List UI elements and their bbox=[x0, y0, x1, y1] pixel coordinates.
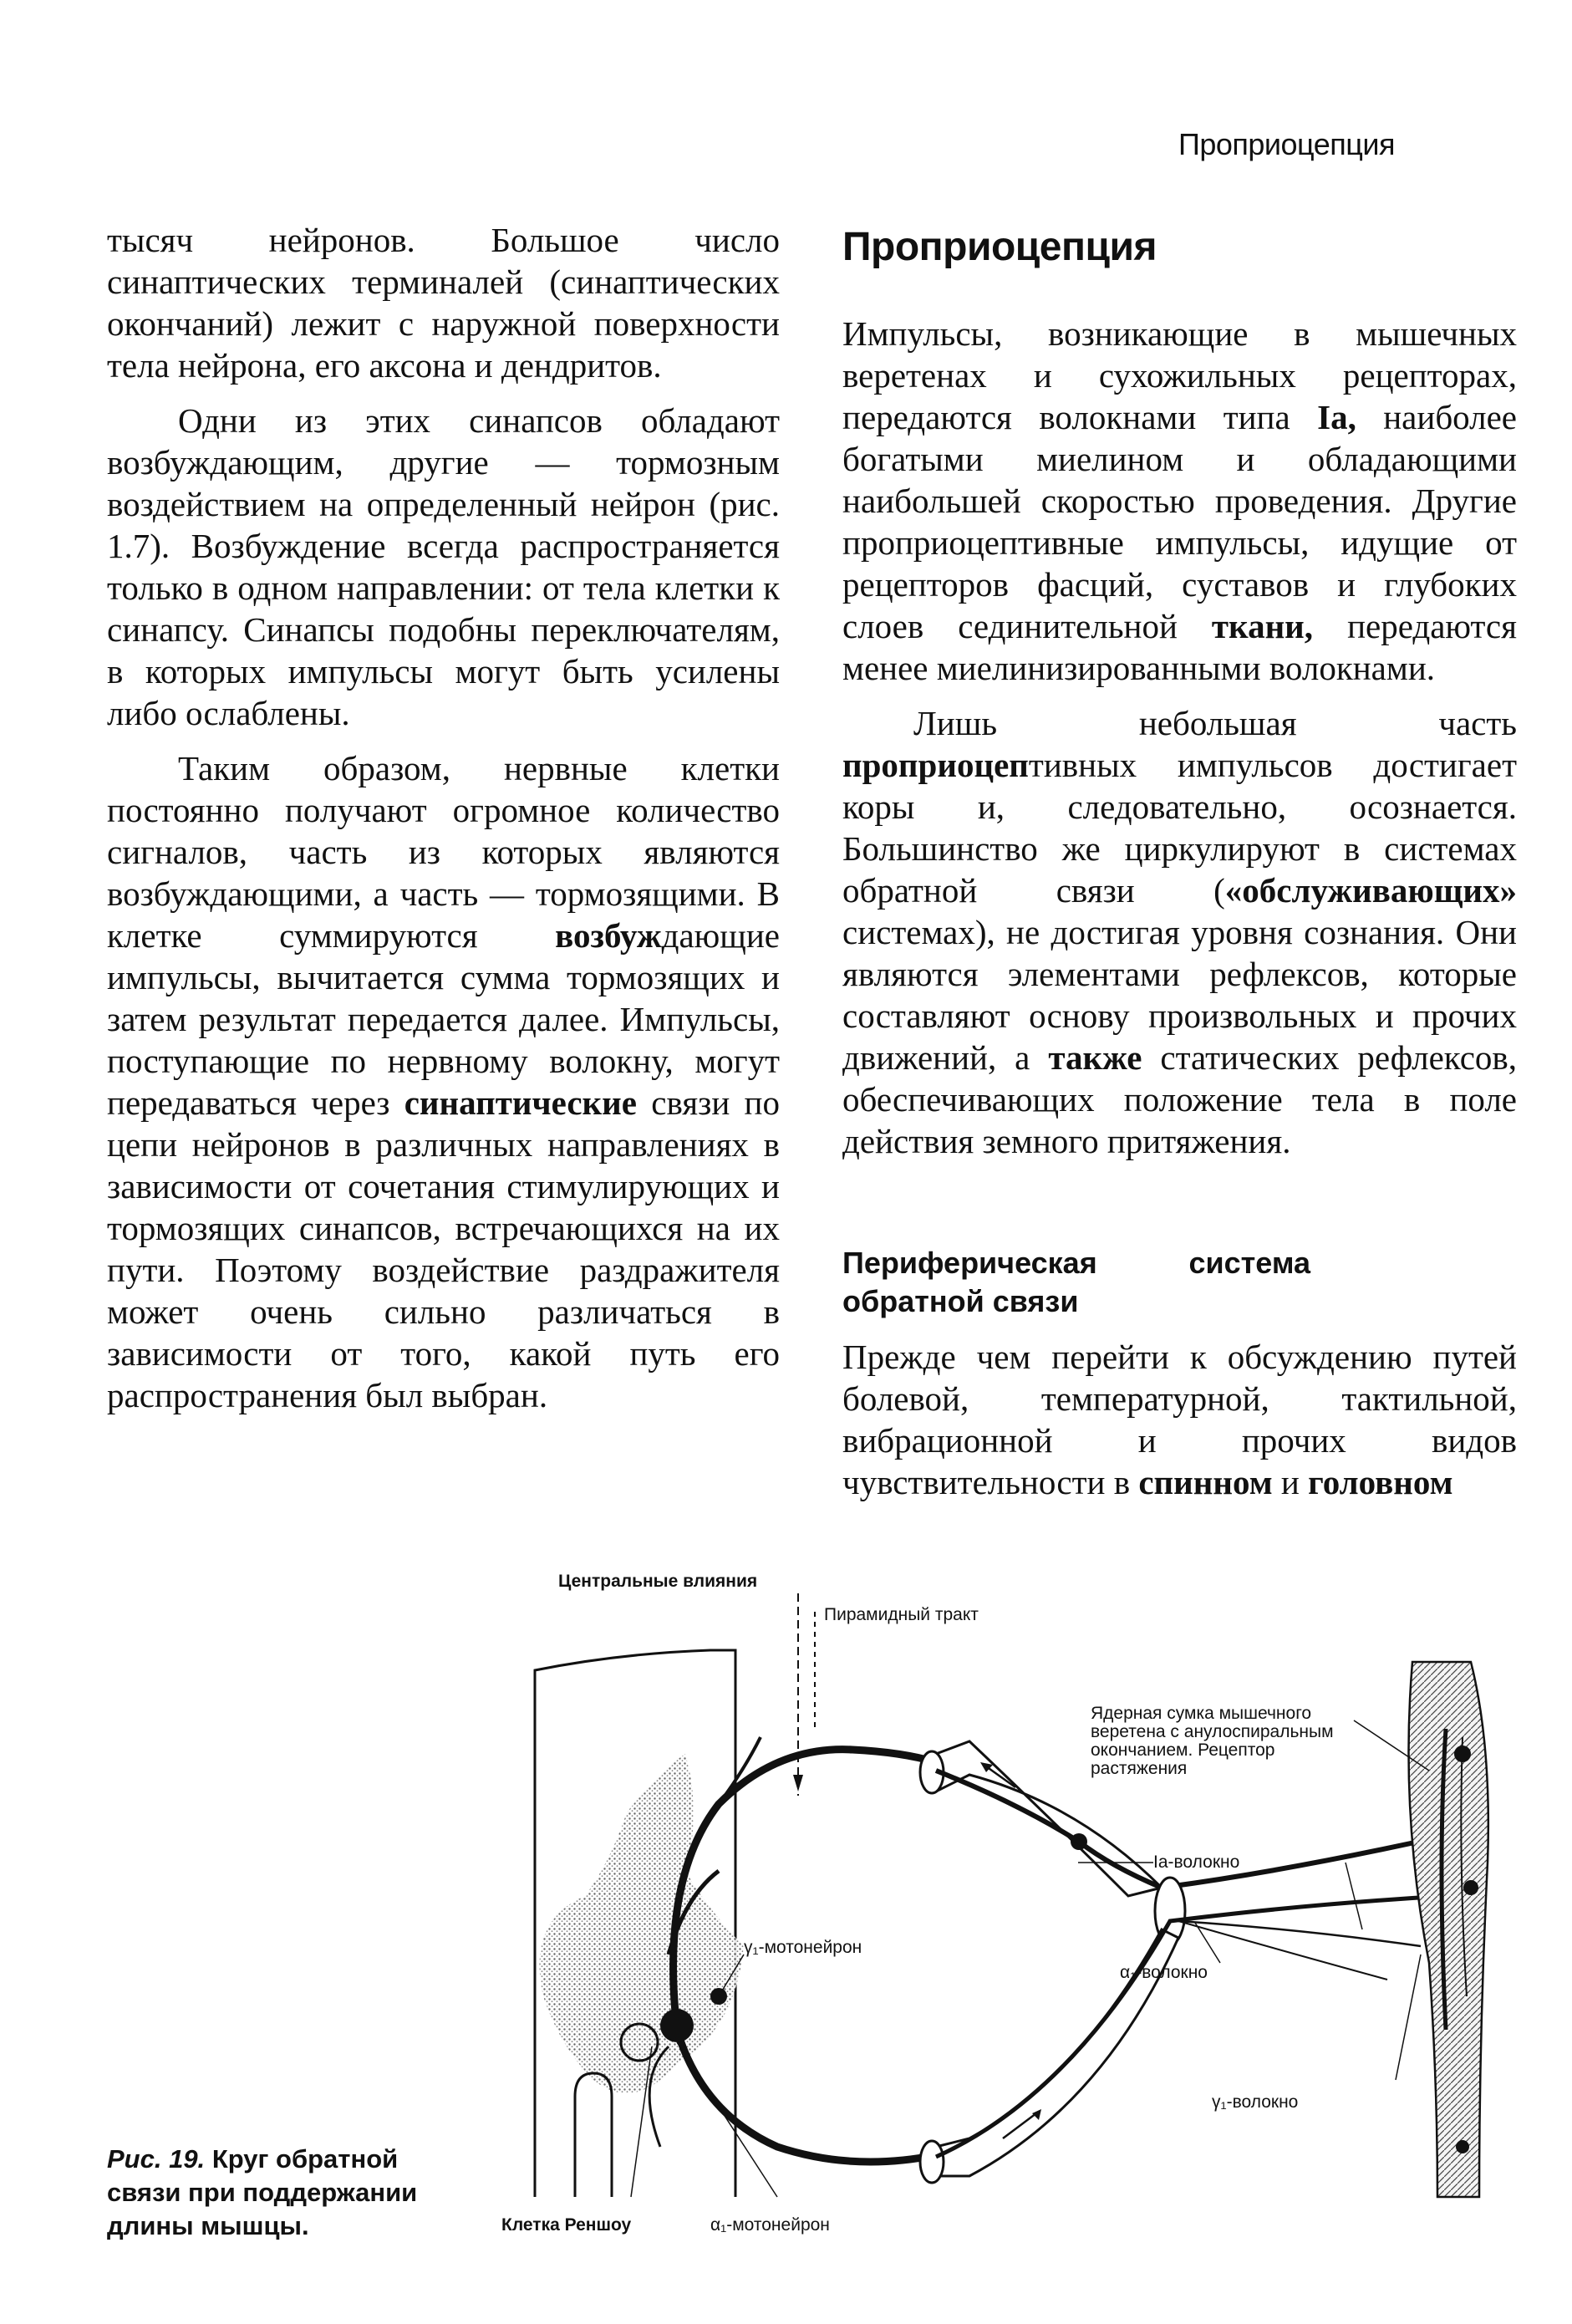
figure-caption bbox=[107, 2143, 458, 2243]
text-run: и bbox=[1272, 1463, 1309, 1501]
label-central-influences: Центральные влияния bbox=[558, 1572, 758, 1591]
text-run: передаются менее миелинизированными волокнами. bbox=[842, 607, 1517, 687]
running-head: Проприоцепция bbox=[1178, 127, 1395, 161]
ventral-root bbox=[677, 2030, 936, 2162]
text-run: дающие импульсы, вычитается сумма тормозящих и затем результат передается далее. Импульсы, поступающие по нервному волокну, могут передаваться через bbox=[107, 916, 780, 1122]
bold-text: ткани, bbox=[1211, 607, 1314, 645]
text-run: Таким образом, нервные клетки постоянно получают огромное количество сигналов, часть из которых являются возбуждающими, а часть — тормозящими. В клетке суммируются bbox=[107, 749, 780, 955]
subheading: Периферическая система обратной связи bbox=[842, 1246, 1310, 1318]
label-nuclear-bag-4: растяжения bbox=[1091, 1759, 1188, 1778]
right-paragraph-1 bbox=[842, 313, 1517, 689]
section-heading: Проприоцепция bbox=[842, 225, 1157, 269]
gamma-fiber bbox=[1178, 1921, 1421, 1946]
right-paragraph-2 bbox=[842, 702, 1517, 1162]
label-nuclear-bag-2: веретена с анулоспиральным bbox=[1091, 1722, 1334, 1741]
text-run: Импульсы, возникающие в мышечных веретенах и сухожильных рецепторах, передаются волокнами типа bbox=[842, 314, 1517, 436]
label-alpha-motoneuron: α₁-мотонейрон bbox=[710, 2215, 830, 2235]
bold-text: спинном bbox=[1138, 1463, 1273, 1501]
text-run: наиболее богатыми миелином и обладающими наибольшей скоростью проведения. Другие проприоцептивные импульсы, идущие от рецепторов фасций, суставов и глубоких слоев сединительной bbox=[842, 398, 1517, 645]
feedback-loop-figure bbox=[468, 1562, 1496, 2247]
feedback-loop-diagram bbox=[468, 1562, 1496, 2247]
bold-text: Ia, bbox=[1317, 398, 1356, 436]
bold-text: синаптические bbox=[404, 1083, 637, 1122]
muscle bbox=[1409, 1662, 1488, 2197]
label-nuclear-bag-1: Ядерная сумка мышечного bbox=[1091, 1704, 1312, 1723]
text-run: тивных импульсов достигает коры и, следовательно, осознается. Большинство же циркулируют в системах обратной связи ( bbox=[842, 746, 1517, 910]
right-column bbox=[842, 224, 1517, 1503]
left-paragraph-2 bbox=[107, 400, 780, 734]
text-run: Прежде чем перейти к обсуждению путей болевой, температурной, тактильной, вибрационной и прочих видов чувствительности в bbox=[842, 1338, 1517, 1501]
bold-text: возбуж bbox=[555, 916, 662, 955]
alpha-motoneuron bbox=[660, 2009, 694, 2042]
right-paragraph-3 bbox=[842, 1336, 1517, 1503]
bold-text: также bbox=[1048, 1038, 1142, 1077]
text-run: Лишь небольшая часть bbox=[913, 704, 1517, 742]
gray-matter bbox=[540, 1754, 744, 2093]
text-run: связи по цепи нейронов в различных направлениях в зависимости от сочетания стимулирующих и тормозящих синапсов, встречающихся на их пути. Поэтому воздействие раздражителя может очень сильно различаться в зависимости от того, какой путь его распространения был выбран. bbox=[107, 1083, 780, 1414]
label-renshaw-cell: Клетка Реншоу bbox=[501, 2215, 632, 2235]
caption-number: Рис. 19. bbox=[107, 2144, 206, 2174]
label-gamma-motoneuron: γ₁-мотонейрон bbox=[744, 1938, 862, 1957]
label-ia-fiber: Ia-волокно bbox=[1153, 1853, 1240, 1872]
bold-text: «обслуживающих» bbox=[1224, 871, 1517, 910]
label-alpha-fiber: α₁-волокно bbox=[1120, 1963, 1208, 1982]
bold-text: головном bbox=[1308, 1463, 1453, 1501]
caption-text: Круг обратной связи при поддержании длины мышцы. bbox=[107, 2144, 418, 2240]
left-paragraph-3 bbox=[107, 747, 780, 1416]
text-run: Одни из этих синапсов обладают возбуждающим, другие — тормозным воздействием на определенный нейрон (рис. 1.7). Возбуждение всегда распространяется только в одном направлении: от тела клетки к синапсу. Синапсы подобны переключателям, в которых импульсы могут быть усилены либо ослаблены. bbox=[107, 401, 780, 732]
left-column bbox=[107, 219, 780, 1416]
label-gamma-fiber: γ₁-волокно bbox=[1212, 2092, 1299, 2112]
left-paragraph-1 bbox=[107, 219, 780, 386]
bold-text: проприоцеп bbox=[842, 746, 1029, 784]
text-run: тысяч нейронов. Большое число синаптических терминалей (синаптических окончаний) лежит с наружной поверхности тела нейрона, его аксона и дендритов. bbox=[107, 221, 780, 385]
text-run: системах), не достигая уровня сознания. Они являются элементами рефлексов, которые составляют основу произвольных и прочих движений, а bbox=[842, 913, 1517, 1077]
text-run: статических рефлексов, обеспечивающих положение тела в поле действия земного притяжения. bbox=[842, 1038, 1517, 1160]
label-pyramidal-tract: Пирамидный тракт bbox=[824, 1605, 979, 1624]
label-nuclear-bag-3: окончанием. Рецептор bbox=[1091, 1740, 1275, 1760]
